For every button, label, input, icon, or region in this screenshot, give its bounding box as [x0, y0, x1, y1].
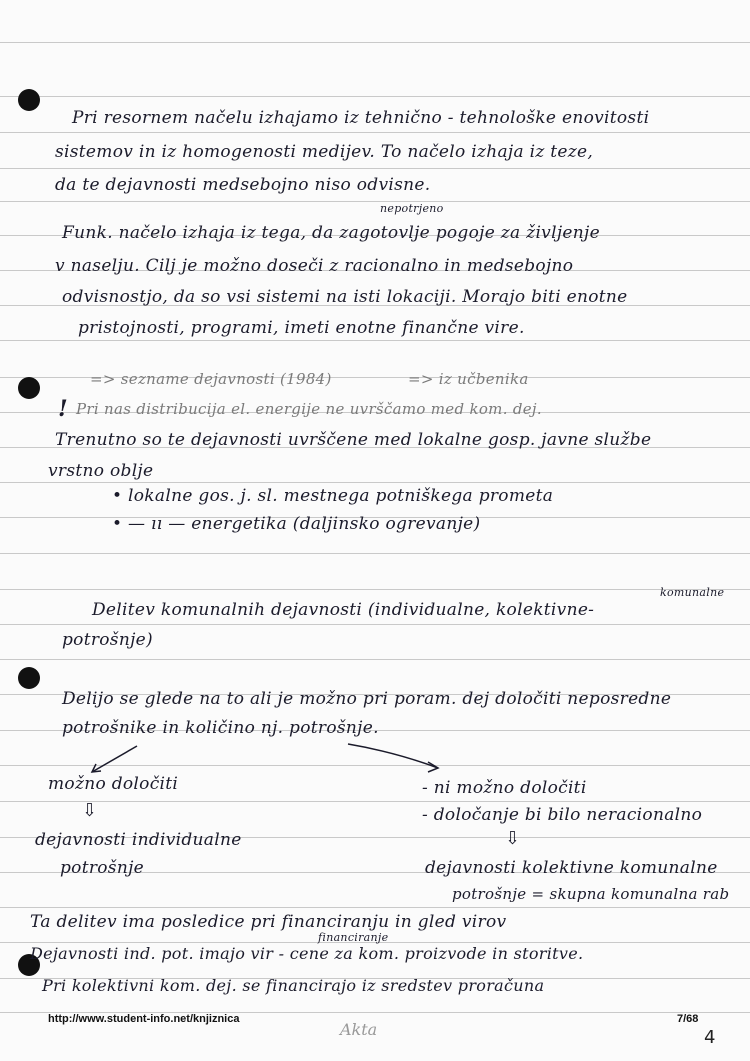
note-line: Pri kolektivni kom. dej. se financirajo iz sredstev proračuna [42, 976, 545, 995]
page-number: 4 [704, 1027, 716, 1048]
page-counter: 7/68 [677, 1013, 699, 1025]
note-insertion: komunalne [660, 586, 725, 599]
note-line: potrošnike in količino nj. potrošnje. [62, 718, 379, 738]
left-branch-label: dejavnosti individualne [35, 830, 242, 850]
bullet-item: • — ıı — energetika (daljinsko ogrevanje) [112, 514, 481, 534]
pencil-note: => iz učbenika [408, 370, 529, 388]
akta-logo: Akta [340, 1020, 378, 1039]
down-arrow-icon: ⇩ [505, 828, 521, 849]
right-branch-label: dejavnosti kolektivne komunalne [425, 858, 718, 878]
note-line: Ta delitev ima posledice pri financiranju in gled virov [30, 912, 507, 932]
note-line: Dejavnosti ind. pot. imajo vir - cene za kom. proizvode in storitve. [30, 944, 584, 963]
pencil-note: Pri nas distribucija el. energije ne uvrščamo med kom. dej. [76, 400, 542, 418]
left-branch-label: možno določiti [48, 774, 179, 794]
note-line: v naselju. Cilj je možno doseči z racionalno in medsebojno [55, 256, 574, 276]
right-arrow [348, 744, 438, 768]
note-line: vrstno oblje [48, 461, 154, 481]
pencil-note: => sezname dejavnosti (1984) [90, 370, 332, 388]
note-insertion: nepotrjeno [380, 202, 444, 215]
note-insertion: financiranje [318, 931, 389, 944]
right-branch-label: - določanje bi bilo neracionalno [422, 805, 703, 825]
note-line: potrošnje) [62, 630, 153, 650]
note-line: da te dejavnosti medsebojno niso odvisne. [55, 175, 431, 195]
footer-url: http://www.student-info.net/knjiznica [48, 1013, 240, 1025]
note-line: Pri resornem načelu izhajamo iz tehnično - tehnološke enovitosti [72, 108, 650, 128]
note-line: pristojnosti, programi, imeti enotne finančne vire. [78, 318, 525, 338]
note-line: Trenutno so te dejavnosti uvrščene med lokalne gosp. javne službe [55, 430, 652, 450]
left-branch-label: potrošnje [60, 858, 145, 878]
note-line: Funk. načelo izhaja iz tega, da zagotovlje pogoje za življenje [62, 223, 600, 243]
note-line: sistemov in iz homogenosti medijev. To načelo izhaja iz teze, [55, 142, 594, 162]
note-line: Delitev komunalnih dejavnosti (individualne, kolektivne- [92, 600, 595, 620]
left-arrow [92, 746, 137, 772]
note-line: Delijo se glede na to ali je možno pri poram. dej določiti neposredne [62, 689, 672, 709]
exclamation-mark: ! [58, 396, 68, 422]
right-arrowhead [428, 762, 438, 772]
bullet-item: • lokalne gos. j. sl. mestnega potniškega prometa [112, 486, 554, 506]
down-arrow-icon: ⇩ [82, 800, 98, 821]
note-line: odvisnostjo, da so vsi sistemi na isti lokaciji. Morajo biti enotne [62, 287, 628, 307]
right-branch-label: potrošnje = skupna komunalna rab [452, 885, 730, 903]
right-branch-label: - ni možno določiti [422, 778, 587, 798]
